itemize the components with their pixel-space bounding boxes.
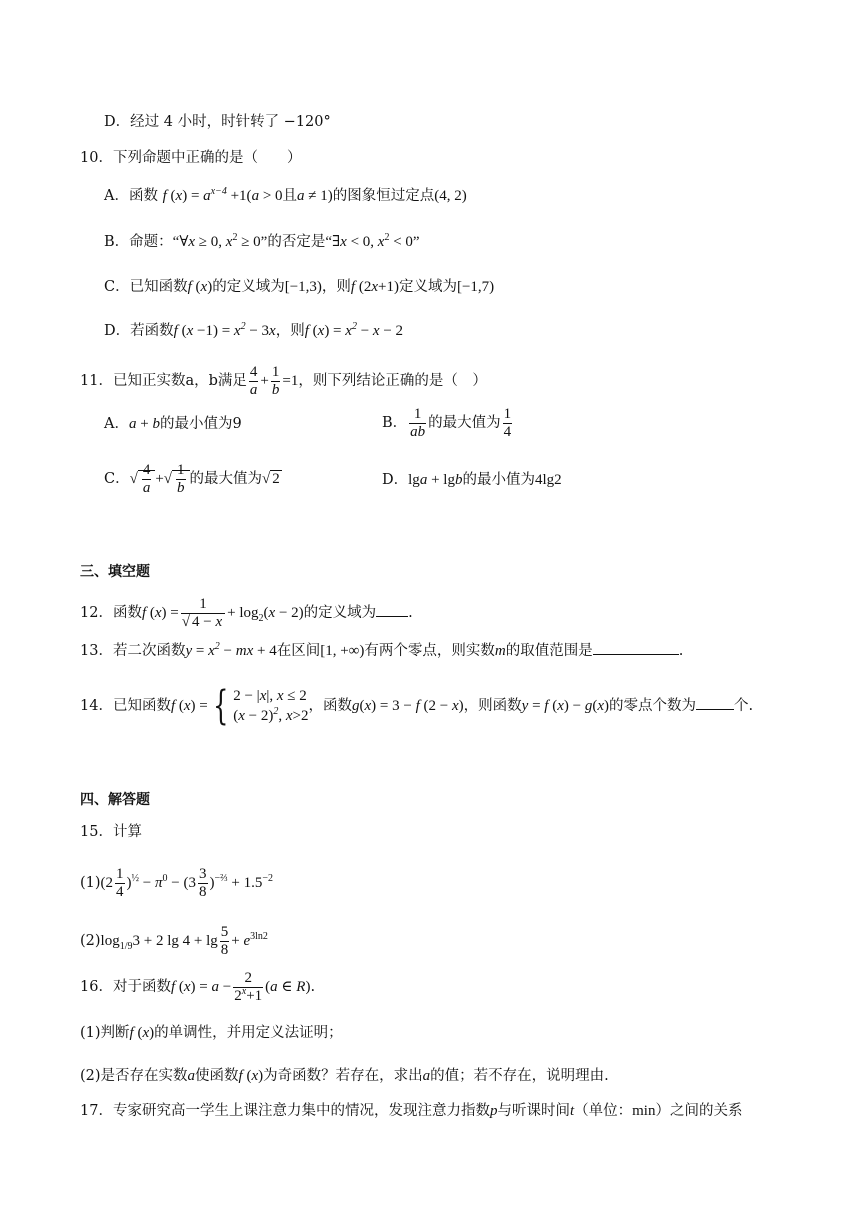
q10-option-c: C．已知函数f (x)的定义域为[−1,3)，则f (2x+1)定义域为[−1,7) xyxy=(104,279,495,295)
q17-stem: 17．专家研究高一学生上课注意力集中的情况，发现注意力指数p与听课时间t（单位：min）之间的关系 xyxy=(80,1103,743,1119)
q10-option-a: A．函数 f $(x) = a^{x-4} +1(a > 0$且a ≠ 1)的图象恒过定点(4, 2) xyxy=(104,186,467,204)
q15-stem: 15．计算 xyxy=(80,824,142,840)
q11-stem: 11．已知正实数a，b满足 $\frac{4}{a}$ + $\frac{1}{b}$ =1，则下列结论正确的是（ ） xyxy=(80,364,487,398)
q13-answer-blank[interactable] xyxy=(593,640,679,655)
q12: 12．函数f (x) = $\frac{1}{√ 4 - x}$ + $\log_2(x - 2)$的定义域为 . xyxy=(80,596,413,630)
q12-answer-blank[interactable] xyxy=(376,602,408,617)
section-4-title: 四、解答题 xyxy=(80,792,150,808)
q14-answer-blank[interactable] xyxy=(696,695,734,710)
q11-option-a: A．a + b的最小值为9 xyxy=(104,416,242,432)
q15-part-1: (1)(2 $\frac{1}{4}$ )$^{\frac{1}{2}} - \pi^0 - (3$ $\frac{3}{8}$ )$^{-\frac{2}{3}} + 1.5^{-2}$ xyxy=(80,866,273,900)
q11-option-c: C．√ $\frac{4}{a}$ +√ $\frac{1}{b}$ 的最大值为√ 2 xyxy=(104,462,280,496)
q16-stem: 16．对于函数f (x) = a − $\frac{2}{2^x+1}$ (a ∈ R). xyxy=(80,970,316,1004)
q11-option-b: B． $\frac{1}{ab}$ 的最大值为 $\frac{1}{4}$ xyxy=(382,406,512,440)
q10-option-b: B．命题：“∀x ≥ 0, $x^2 \ge 0$”的否定是“∃x < 0, $x^2 < 0$” xyxy=(104,232,420,250)
q14: 14．已知函数f (x) = { 2 − |x|, x ≤ 2 $(x - 2)^2$, x>2 ，函数g(x) = 3 − f (2 − x)，则函数y = f (x) − g(x)的零点个数为 个. xyxy=(80,683,754,729)
section-3-title: 三、填空题 xyxy=(80,564,150,580)
q13: 13．若二次函数$y = x^2$ − mx + 4在区间[1, +∞)有两个零点，则实数m的取值范围是 . xyxy=(80,641,684,659)
q9-option-d: D．经过 4 小时，时针转了 −120° xyxy=(104,114,331,130)
q16-part-1: (1)判断f (x)的单调性，并用定义法证明； xyxy=(80,1025,343,1041)
q16-part-2: (2)是否存在实数a使函数f (x)为奇函数？若存在，求出a的值；若不存在，说明理由. xyxy=(80,1068,609,1084)
q10-stem: 10．下列命题中正确的是（ ） xyxy=(80,150,302,166)
q15-part-2: $(2)\log_{1/9}3 + 2$ lg 4 + lg $\frac{5}{8}$ + $e^{3ln2}$ xyxy=(80,924,268,958)
q11-option-d: D．lga + lgb的最小值为4lg2 xyxy=(382,472,562,488)
q10-option-d: D．若函数f $(x -1) = x^2 - 3x$，则f $(x) = x^2 - x - 2$ xyxy=(104,321,404,339)
